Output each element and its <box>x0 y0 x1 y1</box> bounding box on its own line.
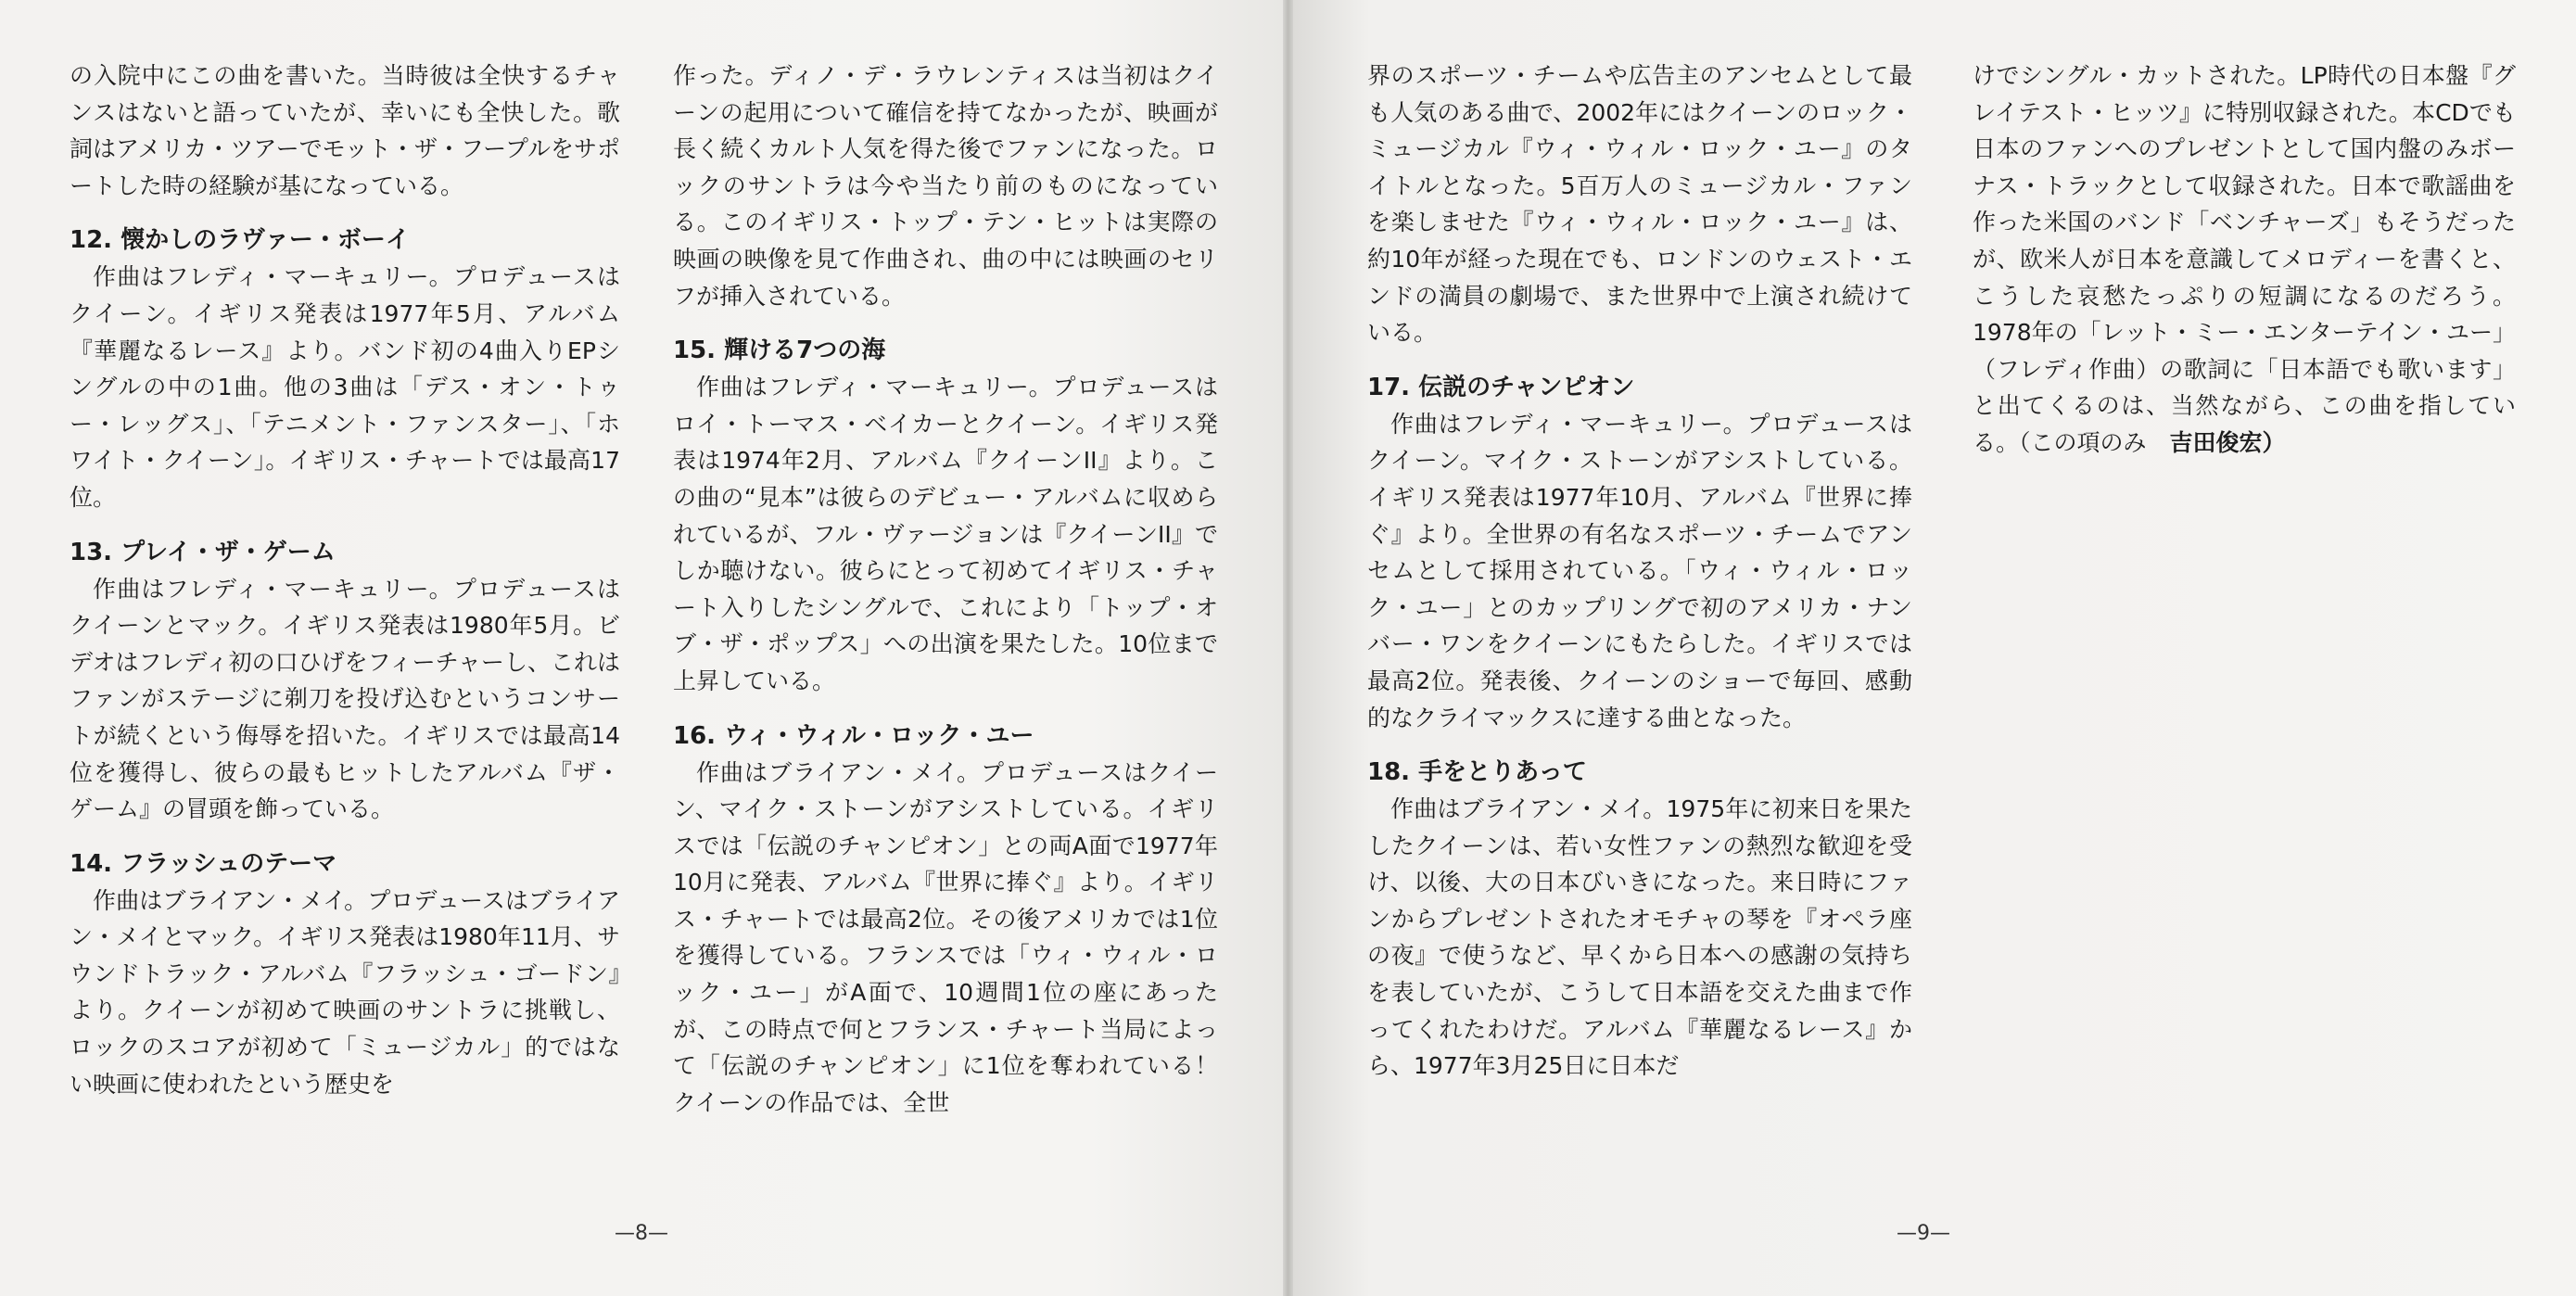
track-12-title: 12. 懐かしのラヴァー・ボーイ <box>70 226 410 255</box>
book-gutter <box>1283 0 1293 1296</box>
track-12-body: 作曲はフレディ・マーキュリー。プロデュースはクイーン。イギリス発表は1977年5月、アルバム『華麗なるレース』より。バンド初の4曲入りEPシングルの中の1曲。他の3曲は「デス・オン・トゥー・レッグス」、「テニメント・ファンスター」、「ホワイト・クイーン」。イギリス・チャートでは最高17位。 <box>70 263 620 511</box>
track-17-body: 作曲はフレディ・マーキュリー。プロデュースはクイーン。マイク・ストーンがアシストしている。イギリス発表は1977年10月、アルバム『世界に捧ぐ』より。全世界の有名なスポーツ・チームでアンセムとして採用されている。「ウィ・ウィル・ロック・ユー」とのカップリングで初のアメリカ・ナンバー・ワンをクイーンにもたらした。イギリスでは最高2位。発表後、クイーンのショーで毎回、感動的なクライマックスに達する曲となった。 <box>1367 410 1912 731</box>
track-18-body: 作曲はブライアン・メイ。1975年に初来日を果たしたクイーンは、若い女性ファンの熱烈な歓迎を受け、以後、大の日本びいきになった。来日時にファンからプレゼントされたオモチャの琴を『オペラ座の夜』で使うなど、早くから日本への感謝の気持ちを表していたが、こうして日本語を交えた曲まで作ってくれたわけだ。アルバム『華麗なるレース』から、1977年3月25日に日本だ <box>1367 795 1912 1080</box>
column-4 <box>1973 57 2516 462</box>
track-14-title: 14. フラッシュのテーマ <box>70 849 337 878</box>
track-13-title: 13. プレイ・ザ・ゲーム <box>70 538 336 566</box>
paragraph-continued <box>1973 57 2516 462</box>
paragraph-intro: の入院中にこの曲を書いた。当時彼は全快するチャンスはないと語っていたが、幸いにも全快した。歌詞はアメリカ・ツアーでモット・ザ・フープルをサポートした時の経験が基になっている。 <box>70 62 620 199</box>
track-14-body: 作曲はブライアン・メイ。プロデュースはブライアン・メイとマック。イギリス発表は1980年11月、サウンドトラック・アルバム『フラッシュ・ゴードン』より。クイーンが初めて映画のサントラに挑戦し、ロックのスコアが初めて「ミュージカル」的ではない映画に使われたという歴史を <box>70 886 620 1098</box>
track-16-title: 16. ウィ・ウィル・ロック・ユー <box>673 721 1034 750</box>
track-16-body: 作曲はブライアン・メイ。プロデュースはクイーン、マイク・ストーンがアシストしている。イギリスでは「伝説のチャンピオン」との両A面で1977年10月に発表、アルバム『世界に捧ぐ』より。イギリス・チャートでは最高2位。その後アメリカでは1位を獲得している。フランスでは「ウィ・ウィル・ロック・ユー」がA面で、10週間1位の座にあったが、この時点で何とフランス・チャート当局によって「伝説のチャンピオン」に1位を奪われている！ クイーンの作品では、全世 <box>673 758 1218 1116</box>
track-13-body: 作曲はフレディ・マーキュリー。プロデュースはクイーンとマック。イギリス発表は1980年5月。ビデオはフレディ初の口ひげをフィーチャーし、これはファンがステージに剃刀を投げ込むというコンサートが続くという侮辱を招いた。イギリスでは最高14位を獲得し、彼らの最もヒットしたアルバム『ザ・ゲーム』の冒頭を飾っている。 <box>70 575 620 823</box>
paragraph-continued: 界のスポーツ・チームや広告主のアンセムとして最も人気のある曲で、2002年にはクイーンのロック・ミュージカル『ウィ・ウィル・ロック・ユー』のタイトルとなった。5百万人のミュージカル・ファンを楽しませた『ウィ・ウィル・ロック・ユー』は、約10年が経った現在でも、ロンドンのウェスト・エンドの満員の劇場で、また世界中で上演され続けている。 <box>1367 62 1912 347</box>
page-number-left: —8— <box>615 1222 668 1245</box>
column-1 <box>70 57 620 1102</box>
column-2 <box>673 57 1218 1121</box>
track-18-title: 18. 手をとりあって <box>1367 758 1587 787</box>
right-page <box>1293 0 2576 1296</box>
left-page <box>0 0 1283 1296</box>
track-15-title: 15. 輝ける7つの海 <box>673 337 886 365</box>
track-17-title: 17. 伝説のチャンピオン <box>1367 373 1635 401</box>
paragraph-continued: 作った。ディノ・デ・ラウレンティスは当初はクイーンの起用について確信を持てなかったが、映画が長く続くカルト人気を得た後でファンになった。ロックのサントラは今や当たり前のものになっている。このイギリス・トップ・テン・ヒットは実際の映画の映像を見て作曲され、曲の中には映画のセリフが挿入されている。 <box>673 62 1218 310</box>
closing-text: けでシングル・カットされた。LP時代の日本盤『グレイテスト・ヒッツ』に特別収録された。本CDでも日本のファンへのプレゼントとして国内盤のみボーナス・トラックとして収録された。日本で歌謡曲を作った米国のバンド「ベンチャーズ」もそうだったが、欧米人が日本を意識してメロディーを書くと、こうした哀愁たっぷりの短調になるのだろう。1978年の「レット・ミー・エンターテイン・ユー」（フレディ作曲）の歌詞に「日本語でも歌います」と出てくるのは、当然ながら、この曲を指している。（この項のみ <box>1973 62 2516 456</box>
page-number-right: —9— <box>1897 1222 1950 1245</box>
column-3 <box>1367 57 1912 1085</box>
track-15-body: 作曲はフレディ・マーキュリー。プロデュースはロイ・トーマス・ベイカーとクイーン。イギリス発表は1974年2月、アルバム『クイーンII』より。この曲の“見本”は彼らのデビュー・アルバムに収められているが、フル・ヴァージョンは『クイーンII』でしか聴けない。彼らにとって初めてイギリス・チャート入りしたシングルで、これにより「トップ・オブ・ザ・ポップス」への出演を果たした。10位まで上昇している。 <box>673 374 1218 694</box>
author-signature: 吉田俊宏） <box>2169 428 2286 456</box>
